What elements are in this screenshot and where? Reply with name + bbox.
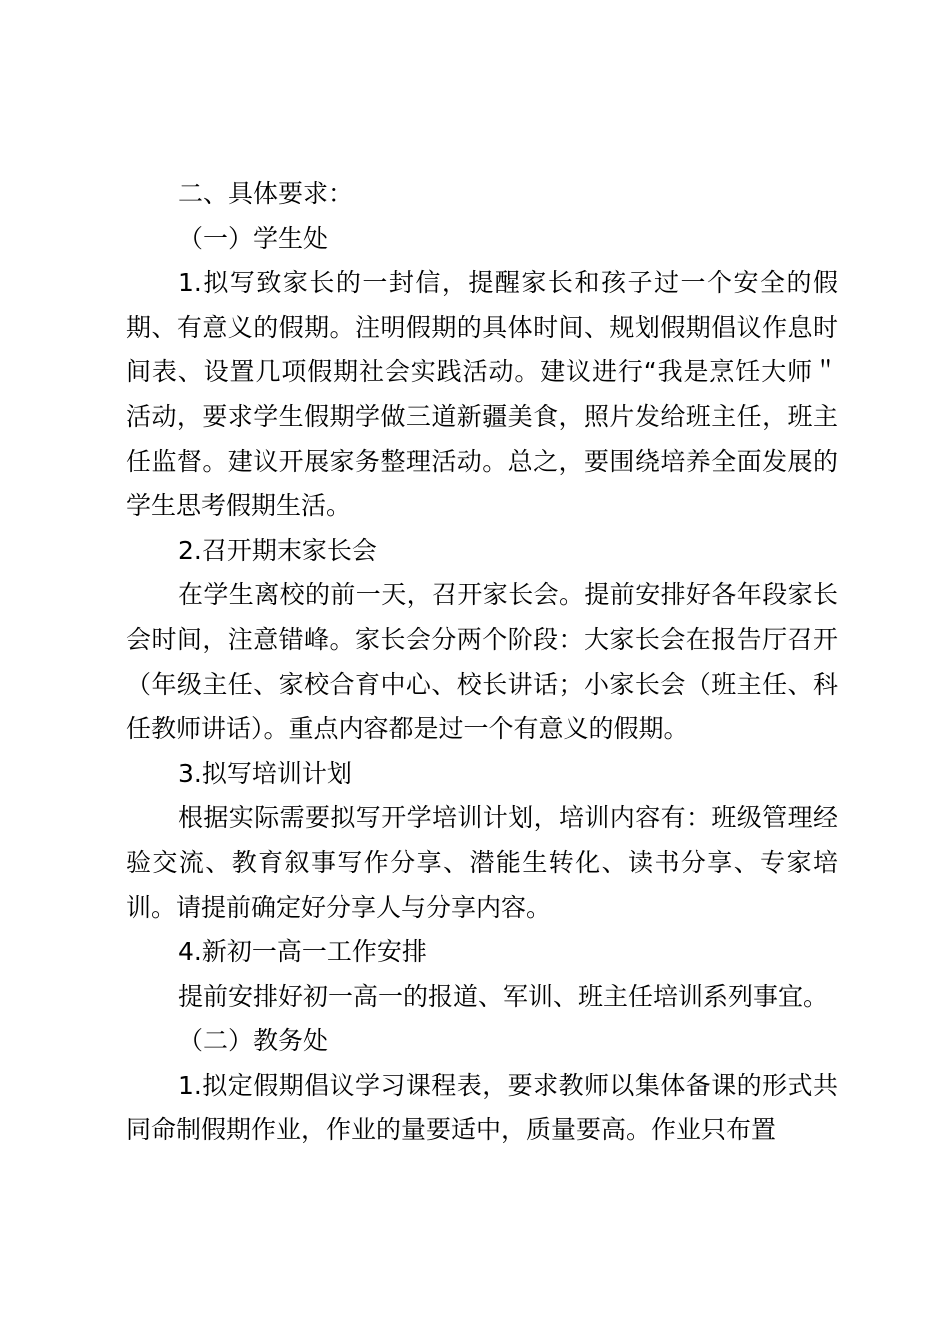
paragraph-training-plan: 根据实际需要拟写开学培训计划，培训内容有：班级管理经验交流、教育叙事写作分享、潜能生转化、读书分享、专家培训。请提前确定好分享人与分享内容。 (126, 803, 838, 922)
item-heading-new-students: 4.新初一高一工作安排 (178, 937, 427, 967)
subsection-heading-student-office: （一）学生处 (178, 223, 329, 253)
document-body (126, 172, 838, 1153)
paragraph-parent-meeting: 在学生离校的前一天，召开家长会。提前安排好各年段家长会时间，注意错峰。家长会分两个阶段：大家长会在报告厅召开（年级主任、家校合育中心、校长讲话；小家长会（班主任、科任教师讲话）。重点内容都是过一个有意义的假期。 (126, 580, 838, 744)
paragraph-parent-letter: 1.拟写致家长的一封信，提醒家长和孩子过一个安全的假期、有意义的假期。注明假期的具体时间、规划假期倡议作息时间表、设置几项假期社会实践活动。建议进行“我是烹饪大师＂活动，要求学生假期学做三道新疆美食，照片发给班主任，班主任监督。建议开展家务整理活动。总之，要围绕培养全面发展的学生思考假期生活。 (126, 268, 838, 521)
item-heading-parent-meeting: 2.召开期末家长会 (178, 535, 377, 565)
subsection-heading-academic-office: （二）教务处 (178, 1026, 329, 1056)
paragraph-new-students: 提前安排好初一高一的报道、军训、班主任培训系列事宜。 (178, 981, 829, 1011)
section-heading: 二、具体要求： (178, 179, 354, 208)
paragraph-holiday-schedule: 1.拟定假期倡议学习课程表，要求教师以集体备课的形式共同命制假期作业，作业的量要适中，质量要高。作业只布置 (126, 1070, 838, 1145)
item-heading-training-plan: 3.拟写培训计划 (178, 758, 352, 788)
